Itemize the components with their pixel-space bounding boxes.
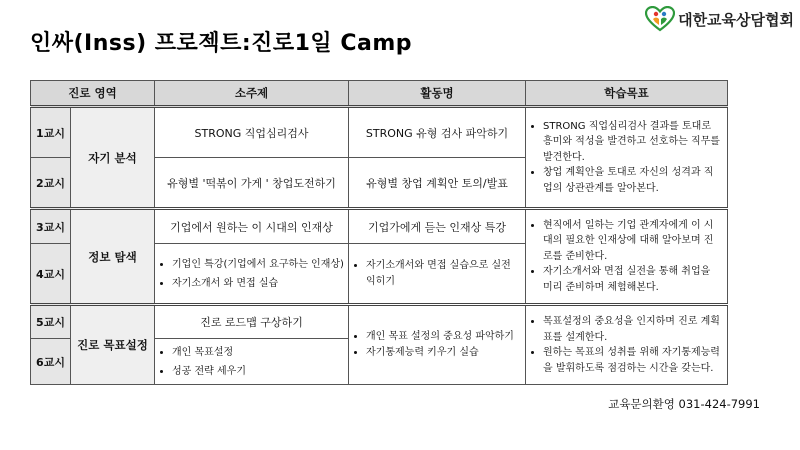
table-row — [31, 305, 728, 339]
topic-1: STRONG 직업심리검사 — [155, 107, 349, 158]
period-1: 1교시 — [31, 107, 71, 158]
activity-item: • 개인 목표 설정의 중요성 파악하기 — [366, 329, 521, 345]
goal-item: • 원하는 목표의 성취를 위해 자기통제능력을 발휘하도록 점검하는 시간을 갖는다. — [543, 345, 723, 376]
activity-3: 기업가에게 듣는 인재상 특강 — [349, 209, 526, 244]
heart-person-logo-icon — [645, 6, 675, 32]
goal-item: • 자기소개서와 면접 실전을 통해 취업을 미리 준비하며 체험해본다. — [543, 264, 723, 295]
activity-2: 유형별 창업 계획안 토의/발표 — [349, 158, 526, 209]
topic-item: • 자기소개서 와 면접 실습 — [172, 274, 344, 293]
activity-item: • 자기통제능력 키우기 실습 — [366, 345, 521, 361]
period-2: 2교시 — [31, 158, 71, 209]
area-goal-setting: 진로 목표설정 — [71, 305, 155, 385]
period-3: 3교시 — [31, 209, 71, 244]
header-topic: 소주제 — [155, 81, 349, 107]
topic-3: 기업에서 원하는 이 시대의 인재상 — [155, 209, 349, 244]
topic-item: • 개인 목표설정 — [172, 343, 344, 362]
goal-block-1 — [526, 107, 728, 209]
camp-schedule-table — [30, 80, 728, 385]
topic-item: • 기업인 특강(기업에서 요구하는 인재상) — [172, 255, 344, 274]
topic-5: 진로 로드맵 구상하기 — [155, 305, 349, 339]
area-info-search: 정보 탐색 — [71, 209, 155, 305]
goal-block-3 — [526, 305, 728, 385]
period-4: 4교시 — [31, 244, 71, 305]
activity-1: STRONG 유형 검사 파악하기 — [349, 107, 526, 158]
logo-text: 대한교육상담협회 — [678, 10, 794, 29]
table-header-row — [31, 81, 728, 107]
goal-block-2 — [526, 209, 728, 305]
topic-2: 유형별 '떡볶이 가게 ' 창업도전하기 — [155, 158, 349, 209]
topic-4 — [155, 244, 349, 305]
header-area: 진로 영역 — [31, 81, 155, 107]
period-6: 6교시 — [31, 339, 71, 385]
table-row — [31, 107, 728, 158]
activity-item: • 자기소개서와 면접 실습으로 실전 익히기 — [366, 258, 521, 290]
period-5: 5교시 — [31, 305, 71, 339]
topic-6 — [155, 339, 349, 385]
header-goal: 학습목표 — [526, 81, 728, 107]
activity-4 — [349, 244, 526, 305]
header-activity: 활동명 — [349, 81, 526, 107]
activity-56 — [349, 305, 526, 385]
goal-item: • 창업 계획안을 토대로 자신의 성격과 직업의 상관관계를 알아본다. — [543, 165, 723, 196]
goal-item: • STRONG 직업심리검사 결과를 토대로 흥미와 적성을 발견하고 선호하는 직무를 발견한다. — [543, 119, 723, 166]
area-self-analysis: 자기 분석 — [71, 107, 155, 209]
topic-item: • 성공 전략 세우기 — [172, 362, 344, 381]
goal-item: • 목표설정의 중요성을 인지하며 진로 계획표를 설계한다. — [543, 314, 723, 345]
table-row — [31, 209, 728, 244]
logo — [645, 6, 794, 32]
page-title: 인싸(Inss) 프로젝트:진로1일 Camp — [30, 31, 413, 56]
goal-item: • 현직에서 일하는 기업 관계자에게 이 시대의 필요한 인재상에 대해 알아보며 진로를 준비한다. — [543, 218, 723, 265]
contact-footer: 교육문의환영 031-424-7991 — [608, 397, 760, 411]
